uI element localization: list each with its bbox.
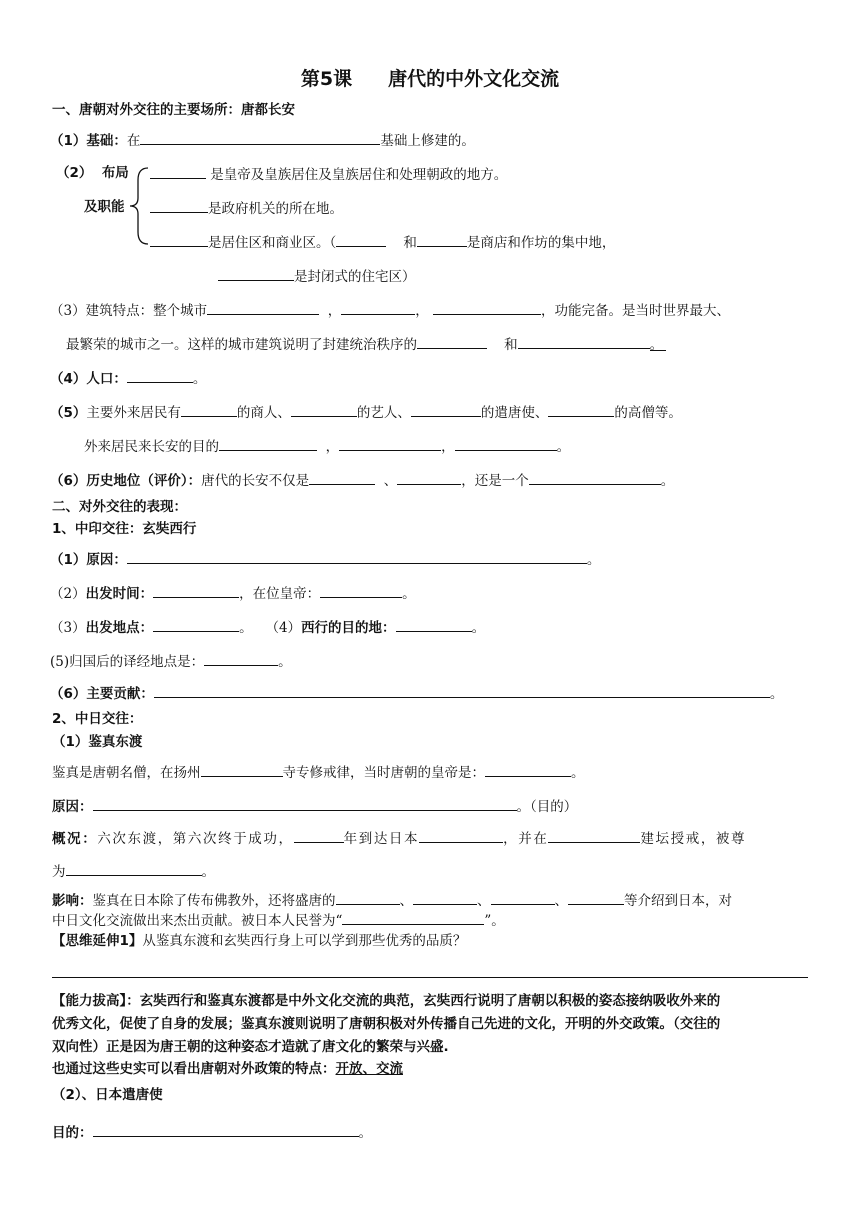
india-place-line: （3）出发地点： 。 （4）西行的目的地： 。 <box>50 617 485 637</box>
blank-india-contrib[interactable] <box>154 683 770 698</box>
layout-row-2: 是政府机关的所在地。 <box>150 198 343 218</box>
blank-res-1[interactable] <box>181 402 237 417</box>
blank-status-1[interactable] <box>309 470 375 485</box>
blank-status-3[interactable] <box>529 470 661 485</box>
japan-heading: 2、中日交往： <box>52 711 143 727</box>
curly-brace-icon <box>128 166 150 246</box>
blank-jz-cause[interactable] <box>93 796 517 811</box>
residents-line-2: 外来居民来长安的目的 ， ， 。 <box>84 436 570 456</box>
blank-jz-impact-2[interactable] <box>413 890 477 905</box>
blank-india-time[interactable] <box>153 583 239 598</box>
jianzhen-overview-line-1: 概况：六次东渡，第六次终于成功， 年到达日本 ，并在 建坛授戒，被尊 <box>52 828 746 848</box>
blank-layout-3[interactable] <box>150 232 208 247</box>
ability-line-3: 双向性）正是因为唐王朝的这种姿态才造就了唐文化的繁荣与兴盛. <box>52 1039 449 1055</box>
blank-india-translate[interactable] <box>204 651 278 666</box>
layout-row-1: 是皇帝及皇族居住及皇族居住和处理朝政的地方。 <box>150 164 507 184</box>
blank-res-5[interactable] <box>219 436 317 451</box>
status-line: （6）历史地位（评价）：唐代的长安不仅是 、 ，还是一个 。 <box>50 470 674 490</box>
residents-line-1: （5）主要外来居民有 的商人、 的艺人、 的遣唐使、 的高僧等。 <box>50 402 682 422</box>
envoy-purpose-line: 目的： 。 <box>52 1122 372 1142</box>
blank-jz-emperor[interactable] <box>485 762 571 777</box>
blank-layout-5[interactable] <box>417 232 467 247</box>
blank-jz-altar[interactable] <box>548 828 640 843</box>
blank-envoy-purpose[interactable] <box>93 1122 359 1137</box>
layout-label-num: （2） 布局 <box>56 165 129 181</box>
blank-arch-4[interactable] <box>417 334 487 349</box>
blank-jz-impact-3[interactable] <box>491 890 555 905</box>
section2-heading: 二、对外交往的表现： <box>52 499 187 515</box>
architecture-line-1: （3）建筑特点：整个城市 ， ， ，功能完备。是当时世界最大、 <box>50 300 730 320</box>
lesson-number: 第5课 <box>300 68 353 90</box>
blank-india-dest[interactable] <box>396 617 472 632</box>
policy-answer: 开放、交流 <box>335 1061 403 1077</box>
india-cause-line: （1）原因： 。 <box>50 549 600 569</box>
ability-line-1: 【能力拔高】：玄奘西行和鉴真东渡都是中外文化交流的典范，玄奘西行说明了唐朝以积极的姿态接纳吸收外来的 <box>52 993 721 1009</box>
india-contrib-line: （6）主要贡献： 。 <box>50 683 783 703</box>
india-heading: 1、中印交往：玄奘西行 <box>52 521 197 537</box>
blank-res-4[interactable] <box>548 402 614 417</box>
blank-arch-5[interactable] <box>518 334 650 349</box>
answer-line[interactable] <box>52 977 808 978</box>
ability-line-2: 优秀文化，促使了自身的发展；鉴真东渡则说明了唐朝积极对外传播自己先进的文化，开明的外交政策。（交往的 <box>52 1016 721 1032</box>
layout-label-func: 及职能 <box>84 199 125 215</box>
layout-row-4: 是封闭式的住宅区） <box>218 266 416 286</box>
blank-india-emperor[interactable] <box>320 583 402 598</box>
jianzhen-impact-line-1: 影响：鉴真在日本除了传布佛教外，还将盛唐的 、 、 、 等介绍到日本，对 <box>52 890 732 910</box>
blank-res-6[interactable] <box>339 436 441 451</box>
think-extension: 【思维延伸1】从鉴真东渡和玄奘西行身上可以学到那些优秀的品质？ <box>52 933 467 949</box>
blank-jz-impact-1[interactable] <box>336 890 400 905</box>
india-time-line: （2）出发时间： ，在位皇帝： 。 <box>50 583 416 603</box>
section1-heading: 一、唐朝对外交往的主要场所：唐都长安 <box>52 102 295 118</box>
blank-india-place[interactable] <box>153 617 239 632</box>
jianzhen-overview-line-2: 为 。 <box>52 861 215 881</box>
blank-arch-3[interactable] <box>433 300 541 315</box>
blank-layout-4[interactable] <box>336 232 386 247</box>
population-line: （4）人口： 。 <box>50 368 206 388</box>
architecture-line-2: 最繁荣的城市之一。这样的城市建筑说明了封建统治秩序的 和 。 <box>66 334 666 354</box>
blank-jz-honor[interactable] <box>66 861 202 876</box>
india-translate-line: (5)归国后的译经地点是： 。 <box>50 651 292 671</box>
lesson-name: 唐代的中外文化交流 <box>388 68 560 90</box>
blank-res-2[interactable] <box>291 402 357 417</box>
blank-jz-title[interactable] <box>342 910 484 925</box>
blank-res-3[interactable] <box>411 402 481 417</box>
blank-jz-impact-4[interactable] <box>568 890 624 905</box>
blank-layout-2[interactable] <box>150 198 208 213</box>
blank-temple[interactable] <box>201 762 283 777</box>
blank-population[interactable] <box>127 368 193 383</box>
blank-arch-1[interactable] <box>207 300 319 315</box>
page-title <box>0 64 860 91</box>
blank-jz-arrive[interactable] <box>419 828 503 843</box>
blank-india-cause[interactable] <box>127 549 587 564</box>
blank-basis[interactable] <box>140 130 380 145</box>
envoy-heading: （2）、日本遣唐使 <box>52 1087 163 1103</box>
blank-jz-year[interactable] <box>294 828 344 843</box>
blank-layout-6[interactable] <box>218 266 294 281</box>
jianzhen-heading: （1）鉴真东渡 <box>52 734 143 750</box>
jianzhen-cause-line: 原因： 。（目的） <box>52 796 577 816</box>
blank-status-2[interactable] <box>397 470 461 485</box>
blank-layout-1[interactable] <box>150 164 206 179</box>
jianzhen-line-1: 鉴真是唐朝名僧，在扬州 寺专修戒律，当时唐朝的皇帝是： 。 <box>52 762 585 782</box>
blank-arch-2[interactable] <box>341 300 415 315</box>
layout-row-3: 是居住区和商业区。（ 和 是商店和作坊的集中地， <box>150 232 615 252</box>
jianzhen-impact-line-2: 中日文化交流做出来杰出贡献。被日本人民誉为“ ”。 <box>52 910 505 930</box>
ability-line-4: 也通过这些史实可以看出唐朝对外政策的特点：开放、交流 <box>52 1061 403 1077</box>
basis-line: （1）基础：在 基础上修建的。 <box>50 130 475 150</box>
blank-res-7[interactable] <box>455 436 557 451</box>
